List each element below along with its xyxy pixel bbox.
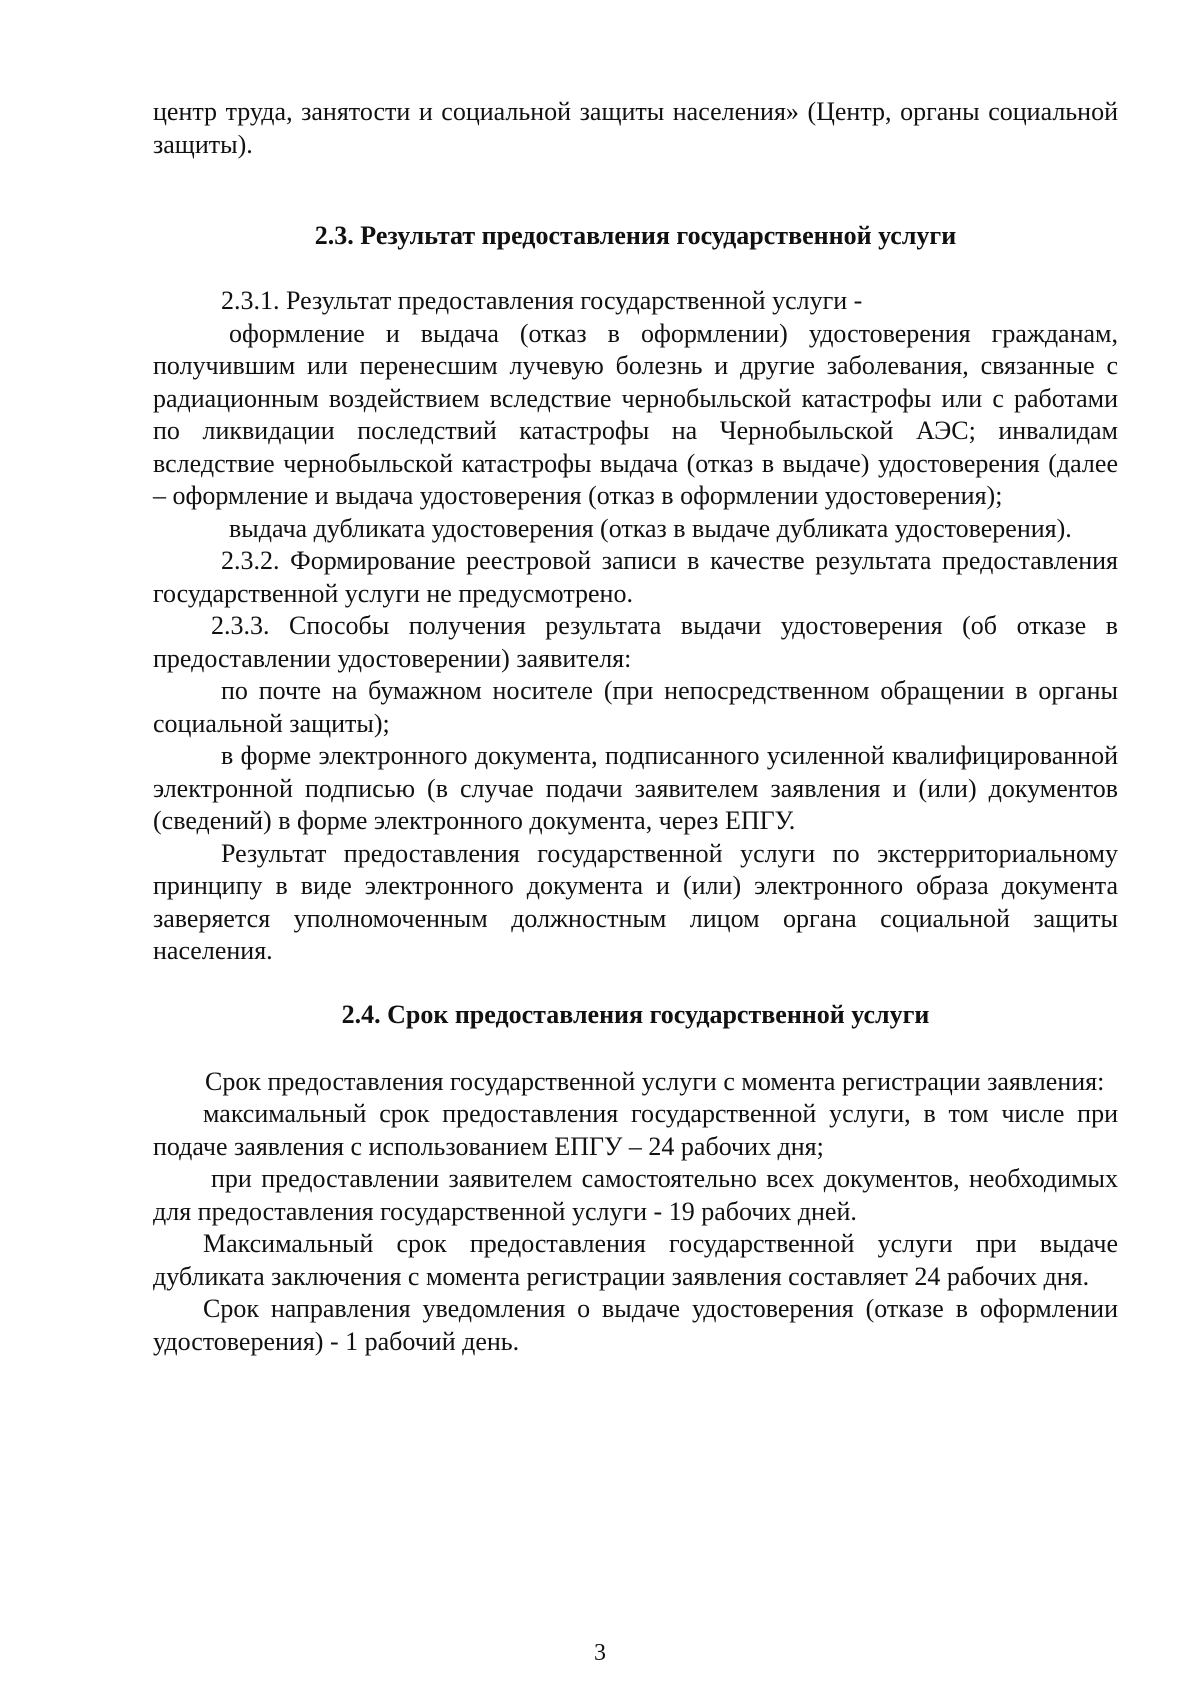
intro-paragraph: центр труда, занятости и социальной защиты населения» (Центр, органы социальной защиты). [153, 97, 1118, 159]
section-2-4-heading: 2.4. Срок предоставления государственной услуги [341, 999, 930, 1029]
document-page [153, 96, 1118, 1358]
section-2-3-2-paragraph: 2.3.2. Формирование реестровой записи в качестве результата предоставления государственной услуги не предусмотрено. [153, 546, 1118, 608]
duplicate-term-paragraph: Максимальный срок предоставления государственной услуги при выдаче дубликата заключения с момента регистрации заявления составляет 24 рабочих дня. [153, 1229, 1118, 1291]
section-2-3-1-paragraph: 2.3.1. Результат предоставления государственной услуги - [221, 286, 863, 315]
notification-term-paragraph: Срок направления уведомления о выдаче удостоверения (отказе в оформлении удостоверения) - 1 рабочий день. [153, 1294, 1118, 1356]
mail-delivery-paragraph: по почте на бумажном носителе (при непосредственном обращении в органы социальной защиты); [153, 676, 1118, 738]
section-2-3-3-paragraph: 2.3.3. Способы получения результата выдачи удостоверения (об отказе в предоставлении удостоверении) заявителя: [153, 611, 1118, 673]
self-submission-term-paragraph: при предоставлении заявителем самостоятельно всех документов, необходимых для предоставления государственной услуги - 19 рабочих дней. [153, 1164, 1118, 1226]
section-2-3-heading: 2.3. Результат предоставления государственной услуги [314, 221, 957, 250]
electronic-delivery-paragraph: в форме электронного документа, подписанного усиленной квалифицированной электронной подписью (в случае подачи заявителем заявления и (или) документов (сведений) в форме электронного документа, через ЕПГУ. [153, 741, 1118, 835]
max-term-paragraph: максимальный срок предоставления государственной услуги, в том числе при подаче заявления с использованием ЕПГУ – 24 рабочих дня; [153, 1099, 1118, 1161]
extraterritorial-paragraph: Результат предоставления государственной услуги по экстерриториальному принципу в виде электронного документа и (или) электронного образа документа заверяется уполномоченным должностным лицом органа социальной защиты населения. [153, 838, 1118, 965]
duplicate-issue-paragraph: выдача дубликата удостоверения (отказ в выдаче дубликата удостоверения). [229, 513, 1072, 543]
result-issue-paragraph: оформление и выдача (отказ в оформлении) удостоверения гражданам, получившим или перенесшим лучевую болезнь и другие заболевания, связанные с радиационным воздействием вследствие чернобыльской катастрофы или с работами по ликвидации последствий катастрофы на Чернобыльской АЭС; инвалидам вследствие чернобыльской катастрофы выдача (отказ в выдаче) удостоверения (далее – оформление и выдача удостоверения (отказ в оформлении удостоверения); [153, 318, 1118, 510]
page-number: 3 [594, 1640, 606, 1666]
term-intro-paragraph: Срок предоставления государственной услуги с момента регистрации заявления: [205, 1066, 1105, 1096]
